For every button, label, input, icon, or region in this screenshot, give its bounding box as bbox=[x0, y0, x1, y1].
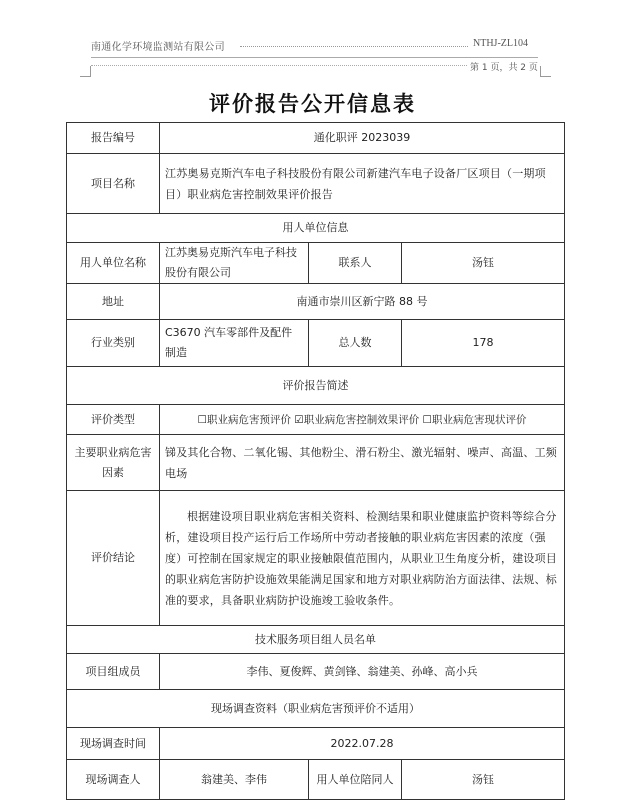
crop-mark-left bbox=[80, 66, 91, 77]
header-org: 南通化学环境监测站有限公司 bbox=[91, 42, 225, 53]
row-eval-type bbox=[67, 405, 565, 435]
value-hazards: 锑及其化合物、二氧化锡、其他粉尘、滑石粉尘、激光辐射、噪声、高温、工频电场 bbox=[160, 435, 565, 491]
label-total-people: 总人数 bbox=[309, 320, 402, 367]
value-industry: C3670 汽车零部件及配件制造 bbox=[160, 320, 309, 367]
section-survey: 现场调查资料（职业病危害预评价不适用） bbox=[67, 690, 565, 728]
header-rule bbox=[91, 57, 538, 58]
label-survey-people: 现场调查人 bbox=[67, 760, 160, 800]
info-table bbox=[66, 122, 565, 800]
label-contact: 联系人 bbox=[309, 243, 402, 284]
value-survey-time: 2022.07.28 bbox=[160, 728, 565, 760]
row-industry bbox=[67, 320, 565, 367]
row-team-section bbox=[67, 626, 565, 654]
label-report-no: 报告编号 bbox=[67, 123, 160, 154]
value-team: 李伟、夏俊辉、黄剑锋、翁建美、孙峰、高小兵 bbox=[160, 654, 565, 690]
value-address: 南通市崇川区新宁路 88 号 bbox=[160, 284, 565, 320]
label-employer-name: 用人单位名称 bbox=[67, 243, 160, 284]
row-employer-section bbox=[67, 214, 565, 243]
row-survey-people bbox=[67, 760, 565, 800]
row-hazards bbox=[67, 435, 565, 491]
value-eval-type: ☐职业病危害预评价 ☑职业病危害控制效果评价 ☐职业病危害现状评价 bbox=[160, 405, 565, 435]
section-employer: 用人单位信息 bbox=[67, 214, 565, 243]
label-address: 地址 bbox=[67, 284, 160, 320]
label-project-name: 项目名称 bbox=[67, 154, 160, 214]
row-team bbox=[67, 654, 565, 690]
header-page: 第 1 页，共 2 页 bbox=[470, 63, 538, 73]
row-report-no bbox=[67, 123, 565, 154]
row-brief-section bbox=[67, 367, 565, 405]
row-conclusion bbox=[67, 491, 565, 626]
value-accompany: 汤钰 bbox=[402, 760, 565, 800]
label-survey-time: 现场调查时间 bbox=[67, 728, 160, 760]
label-hazards: 主要职业病危害因素 bbox=[67, 435, 160, 491]
row-project-name bbox=[67, 154, 565, 214]
label-industry: 行业类别 bbox=[67, 320, 160, 367]
value-project-name: 江苏奥易克斯汽车电子科技股份有限公司新建汽车电子设备厂区项目（一期项目）职业病危害控制效果评价报告 bbox=[160, 154, 565, 214]
value-survey-people: 翁建美、李伟 bbox=[160, 760, 309, 800]
value-total-people: 178 bbox=[402, 320, 565, 367]
value-report-no: 通化职评 2023039 bbox=[160, 123, 565, 154]
row-survey-section bbox=[67, 690, 565, 728]
section-team: 技术服务项目组人员名单 bbox=[67, 626, 565, 654]
page-title: 评价报告公开信息表 bbox=[209, 92, 416, 116]
section-brief: 评价报告简述 bbox=[67, 367, 565, 405]
header-doc-code: NTHJ-ZL104 bbox=[473, 38, 528, 49]
row-employer bbox=[67, 243, 565, 284]
page-leader bbox=[91, 65, 467, 66]
label-team: 项目组成员 bbox=[67, 654, 160, 690]
row-address bbox=[67, 284, 565, 320]
crop-mark-right bbox=[540, 66, 551, 77]
value-contact: 汤钰 bbox=[402, 243, 565, 284]
label-accompany: 用人单位陪同人 bbox=[309, 760, 402, 800]
header-leader bbox=[240, 46, 468, 47]
value-conclusion: 根据建设项目职业病危害相关资料、检测结果和职业健康监护资料等综合分析，建设项目投产运行后工作场所中劳动者接触的职业病危害因素的浓度（强度）可控制在国家规定的职业接触限值范围内，从职业卫生角度分析，建设项目的职业病危害防护设施效果能满足国家和地方对职业病防治方面法律、法规、标准的要求，具备职业病防护设施竣工验收条件。 bbox=[160, 491, 565, 626]
label-conclusion: 评价结论 bbox=[67, 491, 160, 626]
value-employer-name: 江苏奥易克斯汽车电子科技股份有限公司 bbox=[160, 243, 309, 284]
label-eval-type: 评价类型 bbox=[67, 405, 160, 435]
row-survey-time bbox=[67, 728, 565, 760]
